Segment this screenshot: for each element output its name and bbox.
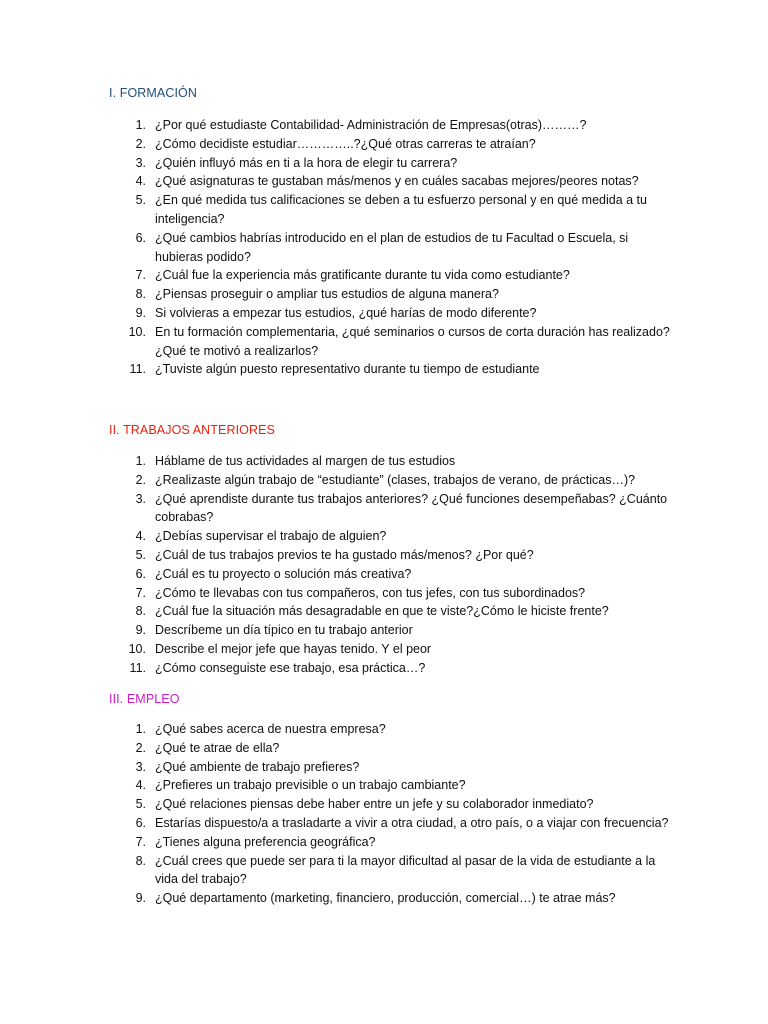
question-number: 8.: [135, 604, 146, 619]
question-text: ¿Cómo te llevabas con tus compañeros, con tus jefes, con tus subordinados?: [155, 585, 586, 600]
question-text: ¿Qué relaciones piensas debe haber entre un jefe y su colaborador inmediato?: [155, 797, 594, 812]
question-text: Describe el mejor jefe que hayas tenido. Y el peor: [155, 641, 432, 656]
question-item: [0, 584, 768, 603]
question-number: 10.: [128, 324, 146, 339]
question-text: En tu formación complementaria, ¿qué seminarios o cursos de corta duración has realizado?¿Qué te motivó a realizarlos?: [155, 324, 670, 358]
question-number: 1.: [135, 722, 146, 736]
question-item: [0, 852, 768, 890]
question-text: ¿Quién influyó más en ti a la hora de elegir tu carrera?: [155, 155, 458, 170]
question-text: ¿Cómo conseguiste ese trabajo, esa práctica…?: [155, 660, 426, 675]
question-item: [0, 154, 768, 173]
question-item: [0, 758, 768, 777]
question-item: [0, 527, 768, 546]
question-text: ¿Cómo decidiste estudiar…………..?¿Qué otras carreras te atraían?: [155, 136, 536, 151]
question-item: [0, 621, 768, 640]
question-text: Estarías dispuesto/a a trasladarte a vivir a otra ciudad, a otro país, o a viajar con frecuencia?: [155, 815, 669, 830]
question-item: [0, 776, 768, 795]
question-item: [0, 191, 768, 229]
section-title-formacion: I. FORMACIÓN: [109, 86, 198, 100]
question-number: 3.: [135, 759, 146, 774]
question-text: ¿Qué cambios habrías introducido en el plan de estudios de tu Facultad o Escuela, si hubieras podido?: [155, 230, 629, 264]
question-text: Descríbeme un día típico en tu trabajo anterior: [155, 623, 413, 638]
question-item: [0, 116, 768, 135]
question-number: 4.: [135, 778, 146, 793]
question-number: 5.: [135, 193, 146, 208]
question-text: ¿Tienes alguna preferencia geográfica?: [155, 834, 376, 849]
question-text: ¿Cuál de tus trabajos previos te ha gustado más/menos? ¿Por qué?: [155, 547, 534, 562]
question-item: [0, 739, 768, 758]
question-number: 3.: [135, 491, 146, 506]
question-item: [0, 471, 768, 490]
question-number: 7.: [135, 834, 146, 849]
question-item: [0, 266, 768, 285]
question-item: [0, 172, 768, 191]
question-number: 3.: [135, 155, 146, 170]
question-number: 11.: [129, 660, 146, 675]
question-number: 6.: [135, 815, 146, 830]
question-number: 2.: [135, 136, 146, 151]
question-item: [0, 602, 768, 621]
question-item: [0, 659, 768, 678]
question-number: 7.: [135, 268, 146, 283]
question-item: [0, 452, 768, 471]
question-text: ¿Qué aprendiste durante tus trabajos anteriores? ¿Qué funciones desempeñabas? ¿Cuánto cobrabas?: [155, 491, 668, 525]
question-item: [0, 490, 768, 528]
question-number: 1.: [135, 454, 146, 468]
question-item: [0, 285, 768, 304]
question-list-formacion: [0, 116, 768, 379]
question-number: 2.: [135, 472, 146, 487]
question-number: 10.: [128, 641, 146, 656]
question-item: [0, 546, 768, 565]
question-number: 9.: [135, 623, 146, 638]
question-text: ¿En qué medida tus calificaciones se deben a tu esfuerzo personal y en qué medida a tu inteligencia?: [155, 193, 647, 226]
question-text: ¿Cuál es tu proyecto o solución más creativa?: [155, 566, 412, 581]
question-item: [0, 814, 768, 833]
question-item: [0, 304, 768, 323]
question-item: [0, 889, 768, 908]
question-item: [0, 640, 768, 659]
question-text: ¿Piensas proseguir o ampliar tus estudios de alguna manera?: [155, 287, 499, 302]
question-text: ¿Qué sabes acerca de nuestra empresa?: [155, 722, 386, 736]
question-item: [0, 360, 768, 379]
question-number: 6.: [135, 566, 146, 581]
question-item: [0, 795, 768, 814]
question-list-empleo: [0, 720, 768, 908]
question-item: [0, 565, 768, 584]
question-text: ¿Por qué estudiaste Contabilidad- Administración de Empresas(otras)………?: [155, 118, 587, 132]
question-item: [0, 323, 768, 361]
question-text: ¿Cuál fue la situación más desagradable en que te viste?¿Cómo le hiciste frente?: [155, 604, 609, 619]
question-item: [0, 135, 768, 154]
question-text: ¿Prefieres un trabajo previsible o un trabajo cambiante?: [155, 778, 466, 793]
question-number: 5.: [135, 547, 146, 562]
question-item: [0, 833, 768, 852]
question-number: 7.: [135, 585, 146, 600]
question-number: 8.: [135, 287, 146, 302]
question-number: 4.: [135, 174, 146, 189]
question-number: 11.: [129, 362, 146, 377]
question-number: 9.: [135, 891, 146, 906]
question-number: 8.: [135, 853, 146, 868]
question-number: 4.: [135, 529, 146, 544]
question-text: ¿Tuviste algún puesto representativo durante tu tiempo de estudiante: [155, 362, 540, 377]
question-number: 9.: [135, 305, 146, 320]
question-text: ¿Qué asignaturas te gustaban más/menos y en cuáles sacabas mejores/peores notas?: [155, 174, 639, 189]
question-item: [0, 720, 768, 739]
question-text: ¿Qué te atrae de ella?: [155, 740, 280, 755]
question-number: 6.: [135, 230, 146, 245]
question-number: 1.: [135, 118, 146, 132]
question-text: Si volvieras a empezar tus estudios, ¿qué harías de modo diferente?: [155, 305, 537, 320]
question-item: [0, 229, 768, 267]
question-list-trabajos-anteriores: [0, 452, 768, 678]
question-text: Háblame de tus actividades al margen de tus estudios: [155, 454, 456, 468]
question-number: 5.: [135, 797, 146, 812]
question-text: ¿Cuál fue la experiencia más gratificante durante tu vida como estudiante?: [155, 268, 570, 283]
section-title-empleo: III. EMPLEO: [109, 692, 180, 706]
question-text: ¿Debías supervisar el trabajo de alguien?: [155, 529, 387, 544]
question-text: ¿Realizaste algún trabajo de “estudiante” (clases, trabajos de verano, de prácticas…)?: [155, 472, 636, 487]
question-number: 2.: [135, 740, 146, 755]
section-title-trabajos-anteriores: II. TRABAJOS ANTERIORES: [109, 423, 275, 437]
question-text: ¿Qué ambiente de trabajo prefieres?: [155, 759, 360, 774]
question-text: ¿Qué departamento (marketing, financiero, producción, comercial…) te atrae más?: [155, 891, 616, 906]
question-text: ¿Cuál crees que puede ser para ti la mayor dificultad al pasar de la vida de estudiante a la vida del trabajo?: [155, 853, 656, 887]
